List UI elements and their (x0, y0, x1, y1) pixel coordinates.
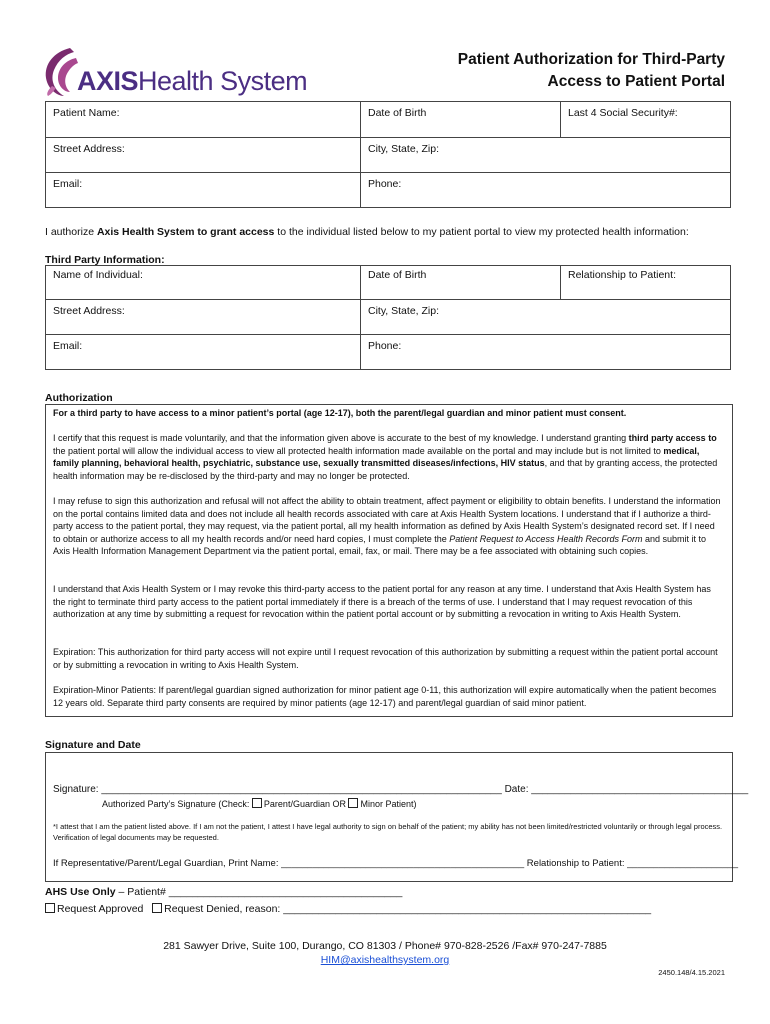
p1-text-d: medical, family planning, behavioral health, psychiatric, substance use, sexually transmitted diseases/infections, HIV status (53, 445, 700, 468)
title-line-1: Patient Authorization for Third-Party (457, 51, 725, 68)
parent-guardian-checkbox[interactable] (252, 798, 262, 808)
signature-heading: Signature and Date (45, 739, 141, 751)
authorize-bold: Axis Health System to grant access (96, 226, 275, 238)
p1-text-a: I certify that this request is made voluntarily, and that the information given above is accurate to the best of my knowledge. I understand granting (53, 433, 629, 443)
title-line-2: Access to Patient Portal (547, 73, 725, 90)
authorization-paragraph-2 (53, 495, 723, 558)
third-email-label: Email: (53, 340, 83, 352)
third-relationship-field[interactable] (561, 266, 731, 300)
form-code: 2450.148/4.15.2021 (658, 968, 725, 977)
minor-patient-label: Minor Patient) (360, 799, 417, 809)
footer-email-link[interactable]: HIM@axishealthsystem.org (320, 954, 450, 966)
authorization-paragraph-1 (53, 432, 723, 482)
patient-city-label: City, State, Zip: (368, 143, 439, 155)
third-phone-field[interactable] (361, 335, 731, 370)
patient-phone-label: Phone: (368, 178, 402, 190)
patient-dob-field[interactable] (361, 102, 561, 138)
p1-text-c: the patient portal will allow the individual access to view all protected health information made available on the portal and may include but is not limited to (53, 445, 664, 456)
authorize-pre: I authorize (45, 226, 97, 238)
third-party-table (45, 265, 731, 370)
p1-text-e: , and that by granting access, the protected health information may be re-disclosed by the third-party and may no longer be protected. (53, 458, 718, 481)
p2-text-a: I may refuse to sign this authorization and refusal will not affect the ability to obtain treatment, affect payment or eligibility to obtain benefits. I understand the information on the portal contains limited data and does not include all health records associated with care at Axis Health System locations. I understand that if I authorize a third-party access to the patient portal, they may request, via the patient portal, all my health information as defined by Axis Health System’s designated record set. If I need to obtain or authorize access to all my health records and/or need hard copies, I must complete the (53, 496, 721, 544)
third-email-field[interactable] (46, 335, 361, 370)
p2-text-c: and submit it to Axis Health Information Management Department via the patient portal, email, fax, or mail. There may be a fee associated with obtaining such copies. (53, 533, 707, 556)
third-phone-label: Phone: (368, 340, 402, 352)
footer-email-wrap (0, 954, 770, 966)
patient-name-field[interactable] (46, 102, 361, 138)
patient-street-field[interactable] (46, 138, 361, 173)
ahs-use-only-line (45, 886, 402, 898)
third-name-field[interactable] (46, 266, 361, 300)
patient-phone-field[interactable] (361, 173, 731, 208)
authorization-paragraph-3: I understand that Axis Health System or I may revoke this third-party access to the patient portal for any reason at any time. I understand that Axis Health System has the right to terminate third party access to the patient portal immediately if there is a breach of the terms of use. I understand that I may request revocation of this authorization at any time by submitting a request for revocation within the patient portal account or by submitting a revocation in writing to Axis Health System. (53, 584, 711, 619)
parent-guardian-label: Parent/Guardian OR (263, 799, 346, 809)
patient-email-label: Email: (53, 178, 83, 190)
logo-axis-text: AXIS (77, 66, 139, 96)
authorize-statement (45, 226, 735, 240)
attestation-text: *I attest that I am the patient listed above. If I am not the patient, I attest I have legal authority to sign on behalf of the patient; my ability has not been limited/restricted voluntarily or through legal process. Verification of legal documents may be requested. (53, 822, 723, 842)
signature-sublabel (102, 798, 417, 809)
third-relationship-label: Relationship to Patient: (568, 269, 676, 281)
third-dob-field[interactable] (361, 266, 561, 300)
third-street-field[interactable] (46, 300, 361, 335)
request-denied-label: Request Denied, reason: _______________________________________________________________ (164, 903, 652, 915)
authorize-post: to the individual listed below to my patient portal to view my protected health information: (274, 226, 689, 238)
logo-health-system-text: Health System (138, 66, 308, 96)
page-title (458, 49, 725, 93)
signature-line[interactable]: Signature: ________________________________________________________________________ Date: _______________________________________ (53, 784, 749, 795)
patient-ssn-label: Last 4 Social Security#: (568, 107, 678, 119)
patient-street-label: Street Address: (53, 143, 125, 155)
patient-name-label: Patient Name: (53, 107, 120, 119)
third-city-label: City, State, Zip: (368, 305, 439, 317)
patient-dob-label: Date of Birth (368, 107, 427, 119)
third-name-label: Name of Individual: (53, 269, 143, 281)
ahs-request-line (45, 903, 651, 915)
p1-text-b: third party access to (628, 433, 717, 443)
request-approved-checkbox[interactable] (45, 903, 55, 913)
authorization-heading: Authorization (45, 392, 113, 404)
signature-sublabel-text: Authorized Party’s Signature (Check: (102, 799, 250, 809)
ahs-use-only-label: AHS Use Only (45, 886, 116, 898)
p2-form-name: Patient Request to Access Health Records Form (449, 533, 643, 544)
third-city-field[interactable] (361, 300, 731, 335)
ahs-patient-number-line[interactable]: – Patient# ________________________________________ (115, 886, 403, 898)
request-denied-checkbox[interactable] (152, 903, 162, 913)
third-dob-label: Date of Birth (368, 269, 427, 281)
third-party-heading: Third Party Information: (45, 254, 165, 266)
patient-email-field[interactable] (46, 173, 361, 208)
third-street-label: Street Address: (53, 305, 125, 317)
authorization-paragraph-5: Expiration-Minor Patients: If parent/legal guardian signed authorization for minor patient age 0-11, this authorization will expire automatically when the patient becomes 12 years old. Separate third party consents are required by minor patients (age 12-17) and parent/legal guardian of said minor patient. (53, 685, 717, 708)
axis-swirl-icon (40, 46, 80, 98)
request-approved-label: Request Approved (57, 903, 144, 915)
axis-health-logo (40, 44, 308, 100)
minor-consent-note: For a third party to have access to a minor patient’s portal (age 12-17), both the parent/legal guardian and minor patient must consent. (53, 408, 627, 418)
footer-address: 281 Sawyer Drive, Suite 100, Durango, CO 81303 / Phone# 970-828-2526 /Fax# 970-247-7885 (163, 940, 607, 952)
representative-line[interactable]: If Representative/Parent/Legal Guardian, Print Name: ______________________________________________ Relationship to Patient: _____________________ (53, 858, 739, 869)
patient-city-field[interactable] (361, 138, 731, 173)
minor-patient-checkbox[interactable] (348, 798, 358, 808)
patient-ssn-field[interactable] (561, 102, 731, 138)
patient-info-table (45, 101, 731, 208)
authorization-paragraph-4: Expiration: This authorization for third party access will not expire until I request revocation of this authorization by submitting a request within the patient portal account or by submitting a revocation in writing to Axis Health System. (53, 647, 718, 670)
